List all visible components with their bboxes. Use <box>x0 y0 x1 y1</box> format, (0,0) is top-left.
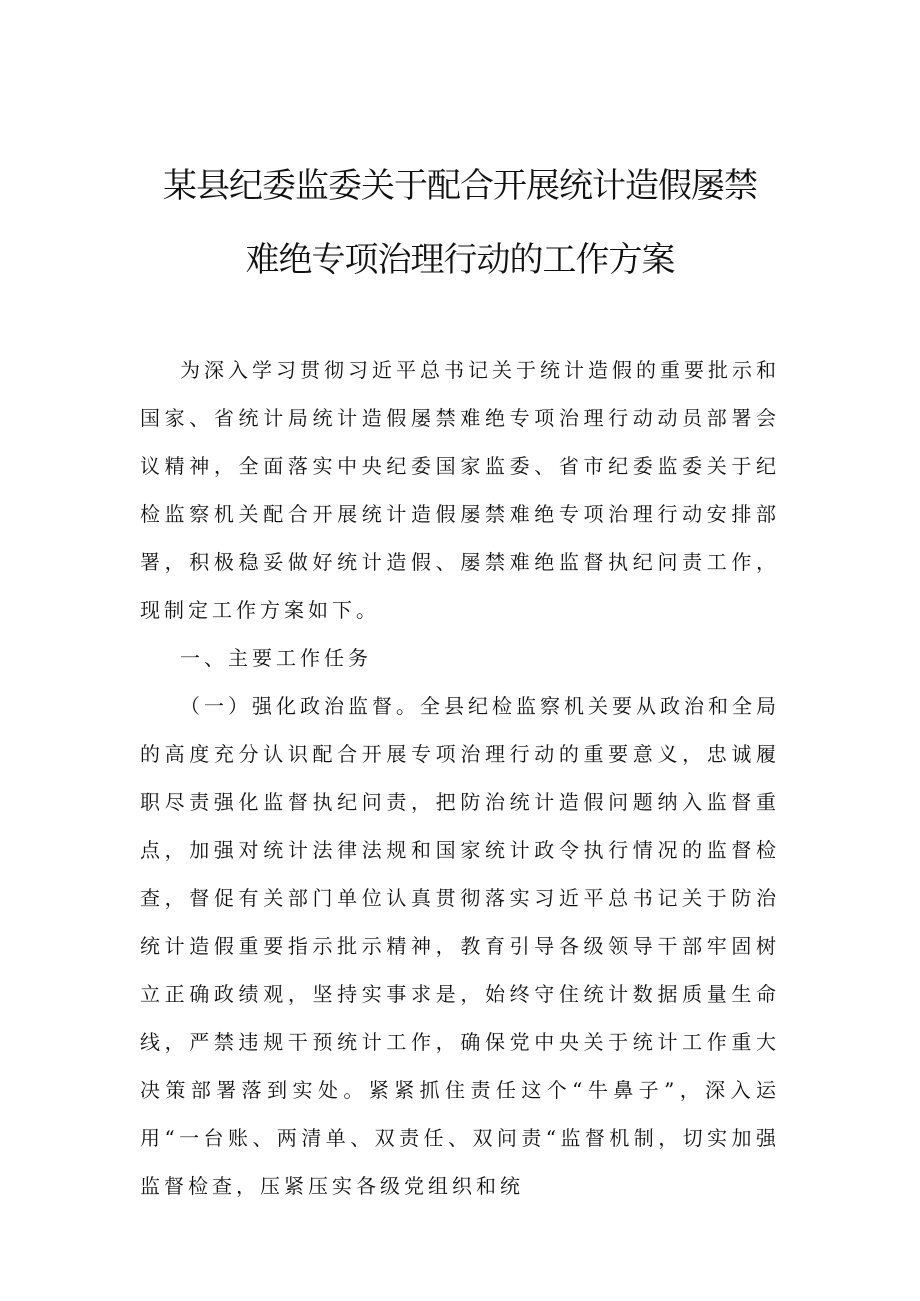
document-title-line-2: 难绝专项治理行动的工作方案 <box>245 240 675 280</box>
task-item-paragraph: （一）强化政治监督。全县纪检监察机关要从政治和全局的高度充分认识配合开展专项治理行动的重要意义，忠诚履职尽责强化监督执纪问责，把防治统计造假问题纳入监督重点，加强对统计法律法规和国家统计政令执行情况的监督检查，督促有关部门单位认真贯彻落实习近平总书记关于防治统计造假重要指示批示精神，教育引导各级领导干部牢固树立正确政绩观，坚持实事求是，始终守住统计数据质量生命线，严禁违规干预统计工作，确保党中央关于统计工作重大决策部署落到实处。紧紧抓住责任这个“牛鼻子”，深入运用“一台账、两清单、双责任、双问责“监督机制，切实加强监督检查，压紧压实各级党组织和统 <box>140 694 780 1198</box>
intro-section <box>140 346 780 634</box>
section-heading: 一、主要工作任务 <box>180 646 372 670</box>
intro-paragraph: 为深入学习贯彻习近平总书记关于统计造假的重要批示和国家、省统计局统计造假屡禁难绝专项治理行动动员部署会议精神，全面落实中央纪委国家监委、省市纪委监委关于纪检监察机关配合开展统计造假屡禁难绝专项治理行动安排部署，积极稳妥做好统计造假、屡禁难绝监督执纪问责工作，现制定工作方案如下。 <box>140 358 780 622</box>
task-item-section <box>140 682 780 1210</box>
document-title-line-1: 某县纪委监委关于配合开展统计造假屡禁 <box>163 166 757 206</box>
section-heading-section <box>140 634 780 682</box>
